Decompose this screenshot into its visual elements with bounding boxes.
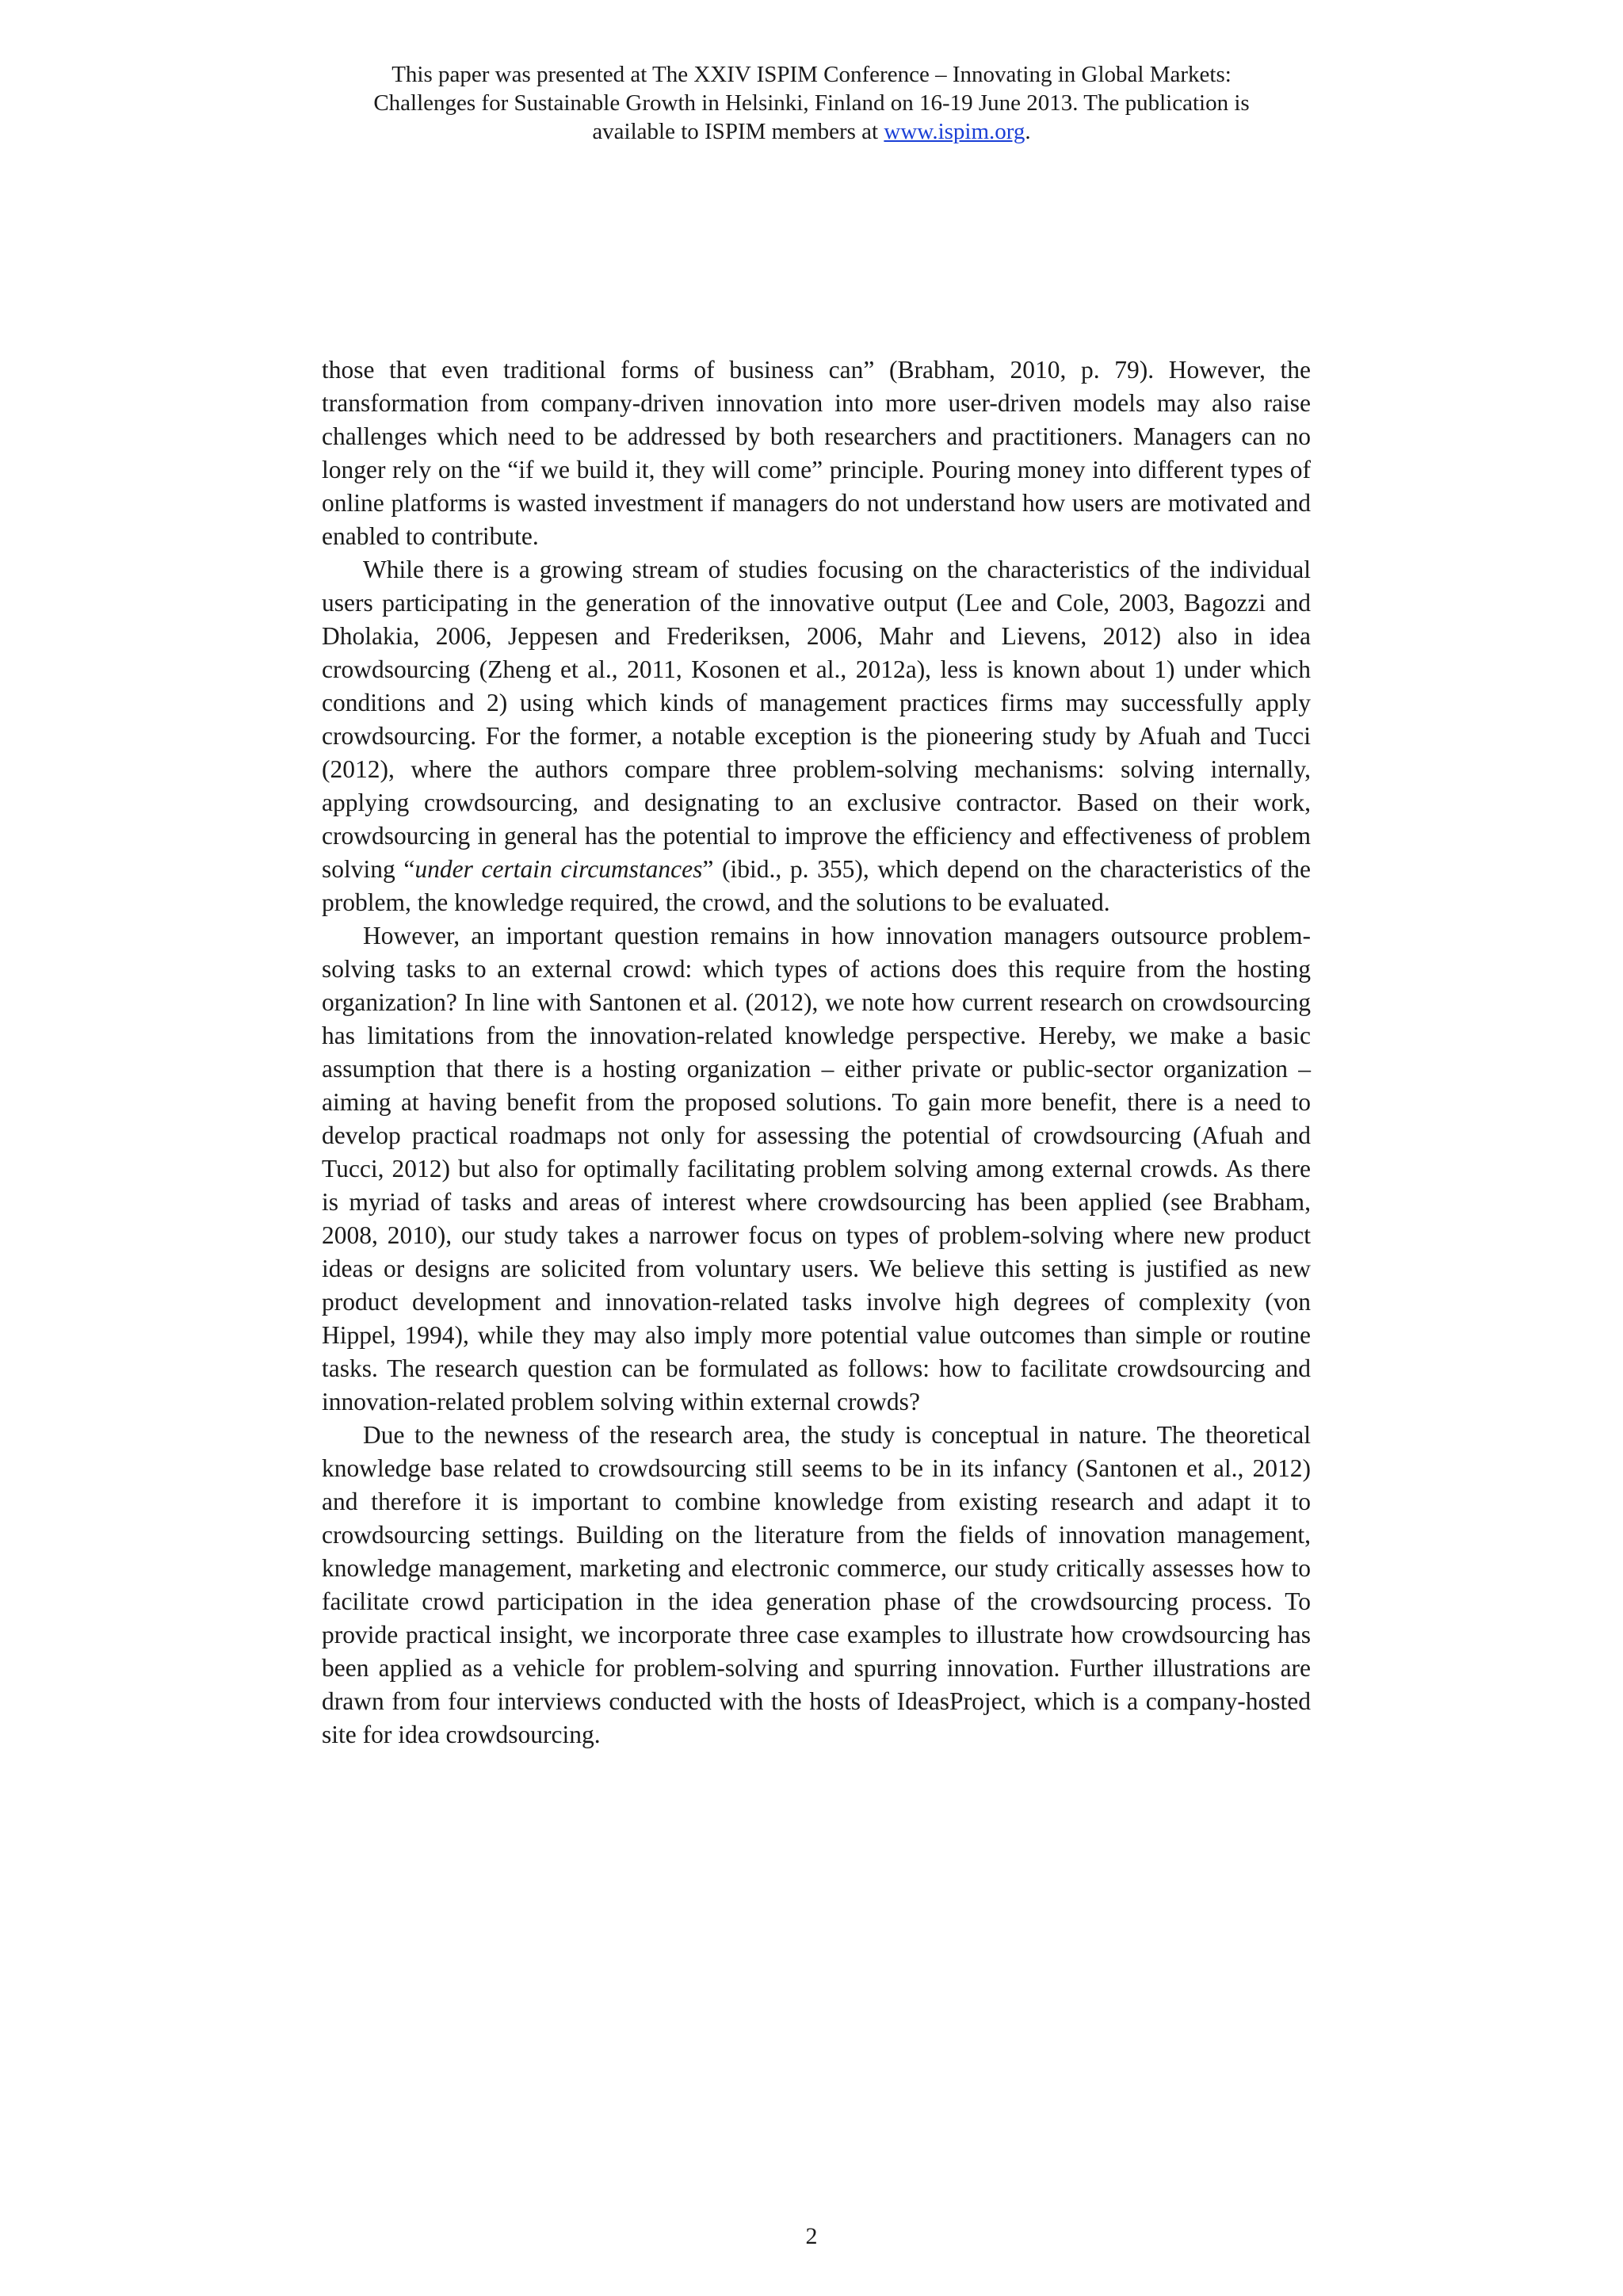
paragraph-research-question: However, an important question remains in how innovation managers outsource problem-solving tasks to an external crowd: which types of actions does this require from the hosting organization? In line with Santonen et al. (2012), we note how current research on crowdsourcing has limitations from the innovation-related knowledge perspective. Hereby, we make a basic assumption that there is a hosting organization – either private or public-sector organization – aiming at having benefit from the proposed solutions. To gain more benefit, there is a need to develop practical roadmaps not only for assessing the potential of crowdsourcing (Afuah and Tucci, 2012) but also for optimally facilitating problem solving among external crowds. As there is myriad of tasks and areas of interest where crowdsourcing has been applied (see Brabham, 2008, 2010), our study takes a narrower focus on types of problem-solving where new product ideas or designs are solicited from voluntary users. We believe this setting is justified as new product development and innovation-related tasks involve high degrees of complexity (von Hippel, 1994), while they may also imply more potential value outcomes than simple or routine tasks. The research question can be formulated as follows: how to facilitate crowdsourcing and innovation-related problem solving within external crowds? bbox=[322, 922, 1311, 1415]
paragraph-methodology: Due to the newness of the research area, the study is conceptual in nature. The theoretical knowledge base related to crowdsourcing still seems to be in its infancy (Santonen et al., 2012) and therefore it is important to combine knowledge from existing research and adapt it to crowdsourcing settings. Building on the literature from the fields of innovation management, knowledge management, marketing and electronic commerce, our study critically assesses how to facilitate crowd participation in the idea generation phase of the crowdsourcing process. To provide practical insight, we incorporate three case examples to illustrate how crowdsourcing has been applied as a vehicle for problem-solving and spurring innovation. Further illustrations are drawn from four interviews conducted with the hosts of IdeasProject, which is a company-hosted site for idea crowdsourcing. bbox=[322, 1421, 1311, 1748]
paragraph-user-studies bbox=[322, 553, 1311, 919]
conference-note bbox=[0, 60, 1623, 146]
conference-note-line-1: This paper was presented at The XXIV ISPIM Conference – Innovating in Global Markets: bbox=[391, 62, 1232, 87]
conference-note-line-2: Challenges for Sustainable Growth in Helsinki, Finland on 16-19 June 2013. The publication is bbox=[373, 90, 1250, 116]
ispim-link[interactable]: www.ispim.org bbox=[884, 119, 1025, 144]
body-text bbox=[322, 353, 1311, 1752]
conference-note-suffix: . bbox=[1025, 119, 1031, 144]
paragraph-text: While there is a growing stream of studies focusing on the characteristics of the individual users participating in the generation of the innovative output (Lee and Cole, 2003, Bagozzi and Dholakia, 2006, Jeppesen and Frederiksen, 2006, Mahr and Lievens, 2012) also in idea crowdsourcing (Zheng et al., 2011, Kosonen et al., 2012a), less is known about 1) under which conditions and 2) using which kinds of management practices firms may successfully apply crowdsourcing. For the former, a notable exception is the pioneering study by Afuah and Tucci (2012), where the authors compare three problem-solving mechanisms: solving internally, applying crowdsourcing, and designating to an exclusive contractor. Based on their work, crowdsourcing in general has the potential to improve the efficiency and effectiveness of problem solving “ bbox=[322, 556, 1311, 883]
conference-note-line-3 bbox=[0, 117, 1623, 146]
paragraph-text: ” (ibid., p. 355), which depend on the characteristics of the problem, the knowledge required, the crowd, and the solutions to be evaluated. bbox=[322, 855, 1311, 916]
italic-quote: under certain circumstances bbox=[414, 855, 703, 883]
page-number: 2 bbox=[805, 2223, 818, 2249]
conference-note-prefix: available to ISPIM members at bbox=[592, 119, 884, 144]
paragraph-continuation: those that even traditional forms of business can” (Brabham, 2010, p. 79). However, the transformation from company-driven innovation into more user-driven models may also raise challenges which need to be addressed by both researchers and practitioners. Managers can no longer rely on the “if we build it, they will come” principle. Pouring money into different types of online platforms is wasted investment if managers do not understand how users are motivated and enabled to contribute. bbox=[322, 356, 1311, 550]
